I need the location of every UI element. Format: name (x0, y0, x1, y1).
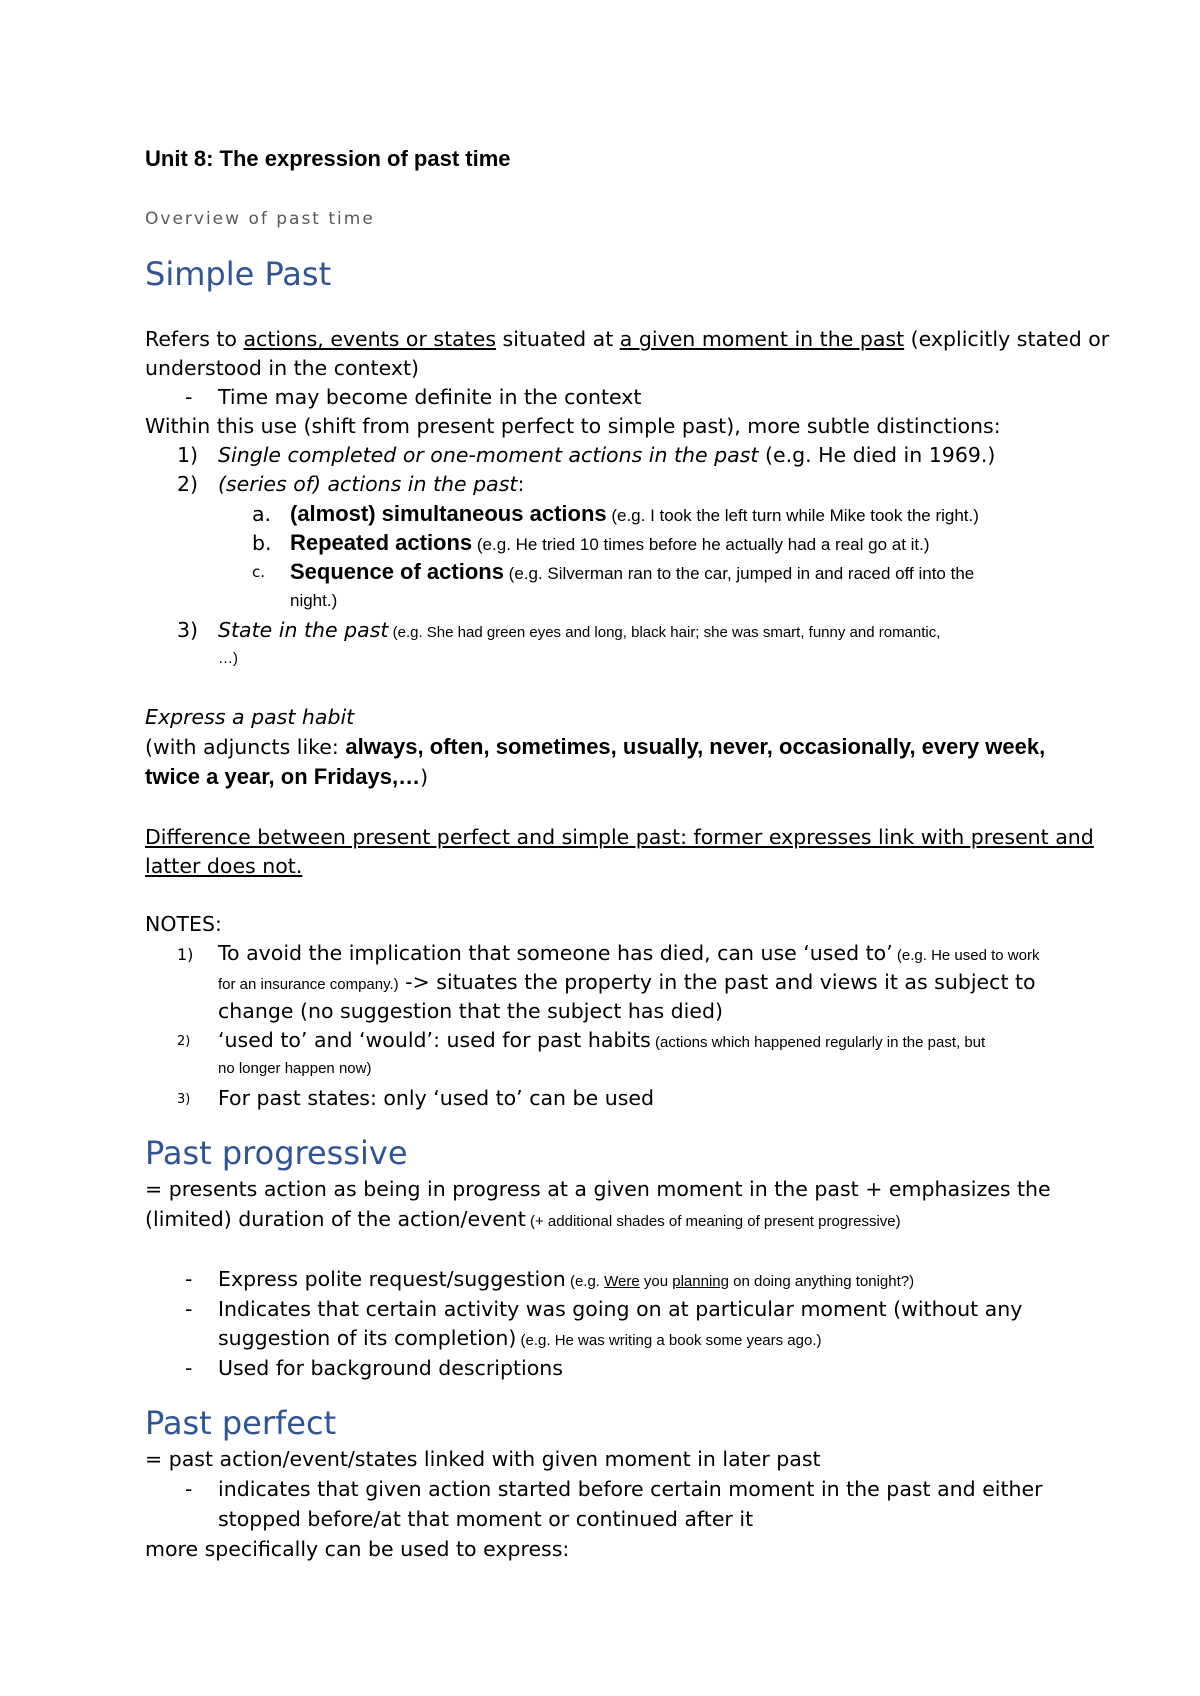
heading-past-progressive: Past progressive (145, 1134, 408, 1172)
note-item-cont: change (no suggestion that the subject has died) (218, 999, 723, 1023)
intro-text: (explicitly stated or (904, 327, 1110, 351)
simple-past-intro-line2: understood in the context) (145, 356, 419, 380)
habit-line1 (145, 732, 1045, 762)
item-text: Single completed or one-moment actions in the past (218, 443, 759, 467)
difference-line2: latter does not. (145, 854, 303, 878)
bullet-text-cont: stopped before/at that moment or continued after it (218, 1507, 754, 1531)
sub-item-example: (e.g. I took the left turn while Mike took the right.) (606, 506, 979, 525)
note-text: -> situates the property in the past and views it as subject to (398, 970, 1036, 994)
dash-bullet: - (185, 1297, 193, 1321)
def-text: (limited) duration of the action/event (145, 1207, 526, 1231)
item-example: (e.g. She had green eyes and long, black hair; she was smart, funny and romantic, (388, 624, 941, 641)
note-marker: 1) (177, 945, 194, 964)
def-note: (+ additional shades of meaning of present progressive) (525, 1213, 901, 1230)
sub-list-item (290, 528, 930, 560)
sub-item-label: Repeated actions (290, 530, 473, 555)
item-example-cont: …) (218, 650, 238, 667)
list-item (218, 469, 524, 499)
bullet-text: Time may become definite in the context (218, 385, 642, 409)
intro-underlined-2: a given moment in the past (619, 327, 905, 351)
sub-item-example: (e.g. Silverman ran to the car, jumped in and raced off into the (503, 564, 975, 583)
unit-title: Unit 8: The expression of past time (145, 146, 511, 171)
bullet-main: suggestion of its completion) (218, 1326, 517, 1350)
list-item (218, 615, 940, 648)
past-progressive-def-line1: = presents action as being in progress at a given moment in the past + emphasizes the (145, 1177, 1051, 1201)
bullet-example-underlined: Were (604, 1273, 640, 1290)
dash-bullet: - (185, 1477, 193, 1501)
note-item: For past states: only ‘used to’ can be used (218, 1086, 654, 1110)
note-item-cont: no longer happen now) (218, 1060, 372, 1077)
intro-text: situated at (496, 327, 620, 351)
bullet-text: Used for background descriptions (218, 1356, 563, 1380)
note-text: ‘used to’ and ‘would’: used for past habits (218, 1028, 651, 1052)
note-text: To avoid the implication that someone has died, can use ‘used to’ (218, 941, 893, 965)
notes-label: NOTES: (145, 912, 222, 936)
bullet-example: on doing anything tonight?) (728, 1273, 915, 1290)
list-marker: 2) (177, 472, 199, 496)
habit-text: (with adjuncts like: (145, 735, 346, 759)
sub-item-example-cont: night.) (290, 591, 338, 610)
note-marker: 2) (177, 1034, 191, 1049)
habit-line2 (145, 762, 428, 792)
heading-past-perfect: Past perfect (145, 1404, 337, 1442)
bullet-text (218, 1264, 914, 1297)
bullet-text: indicates that given action started before certain moment in the past and either (218, 1477, 1043, 1501)
bullet-example-underlined: planning (672, 1273, 729, 1290)
bullet-text: Indicates that certain activity was going on at particular moment (without any (218, 1297, 1023, 1321)
heading-simple-past: Simple Past (145, 255, 332, 293)
bullet-text-cont (218, 1323, 822, 1356)
habit-adjuncts: always, often, sometimes, usually, never, occasionally, every week, (345, 734, 1046, 759)
bullet-main: Express polite request/suggestion (218, 1267, 566, 1291)
item-colon: : (517, 472, 525, 496)
overview-subtitle: Overview of past time (145, 209, 375, 229)
sub-item-label: Sequence of actions (290, 559, 504, 584)
sub-item-label: (almost) simultaneous actions (290, 501, 607, 526)
simple-past-intro-line1 (145, 324, 1109, 354)
bullet-example: (e.g. He was writing a book some years ago.) (516, 1332, 822, 1349)
list-marker: 3) (177, 618, 199, 642)
habit-adjuncts: twice a year, on Fridays,… (145, 764, 421, 789)
note-example: for an insurance company.) (218, 976, 399, 993)
within-line: Within this use (shift from present perfect to simple past), more subtle distinctions: (145, 414, 1001, 438)
sub-list-marker: a. (252, 502, 272, 526)
intro-text: Refers to (145, 327, 244, 351)
bullet-example: (e.g. (565, 1273, 605, 1290)
sub-list-item (290, 499, 979, 531)
list-item (218, 440, 995, 470)
sub-list-marker: c. (252, 563, 266, 581)
note-example: (actions which happened regularly in the past, but (650, 1034, 986, 1051)
difference-line1: Difference between present perfect and simple past: former expresses link with present and (145, 825, 1094, 849)
item-text: State in the past (218, 618, 389, 642)
note-example: (e.g. He used to work (892, 947, 1040, 964)
intro-underlined-1: actions, events or states (243, 327, 496, 351)
dash-bullet: - (185, 1356, 193, 1380)
past-progressive-def-line2 (145, 1204, 901, 1237)
past-perfect-def: = past action/event/states linked with given moment in later past (145, 1447, 821, 1471)
dash-bullet: - (185, 385, 193, 409)
note-marker: 3) (177, 1092, 191, 1107)
sub-list-marker: b. (252, 531, 272, 555)
item-example: (e.g. He died in 1969.) (758, 443, 996, 467)
dash-bullet: - (185, 1267, 193, 1291)
sub-item-example: (e.g. He tried 10 times before he actually had a real go at it.) (472, 535, 930, 554)
bullet-example: you (639, 1273, 673, 1290)
habit-title: Express a past habit (145, 705, 355, 729)
list-marker: 1) (177, 443, 199, 467)
item-text: (series of) actions in the past (218, 472, 518, 496)
more-specifically-line: more specifically can be used to express: (145, 1537, 570, 1561)
sub-list-item (290, 557, 974, 589)
habit-text: ) (420, 765, 429, 789)
